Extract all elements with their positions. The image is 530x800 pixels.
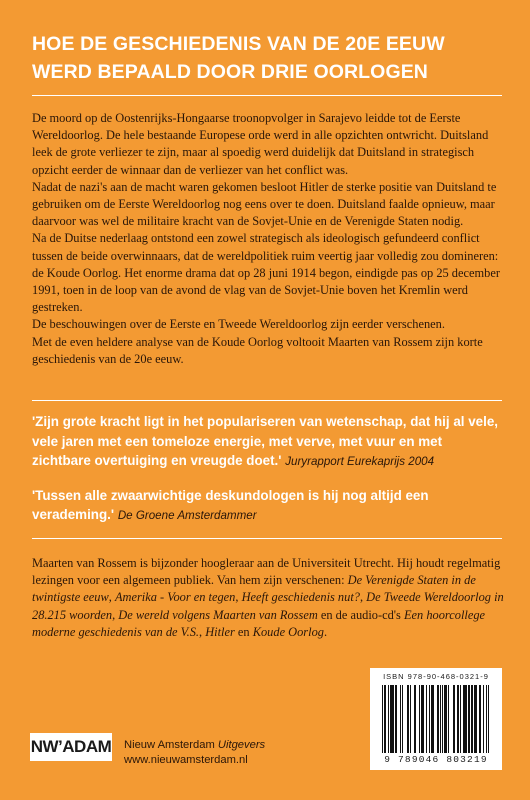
author-bio [32,555,504,641]
author-bio-text: Maarten van Rossem is bijzonder hoogleraar aan de Universiteit Utrecht. Hij houdt regelmatig lezingen voor een algemeen publiek. Van hem zijn verschenen: De Verenigde Staten in de twintigste eeuw, Amerika - Voor en tegen, Heeft geschiedenis nut?, De Tweede Wereldoorlog in 28.215 woorden, De wereld volgens Maarten van Rossem en de audio-cd's Een hoorcollege moderne geschiedenis van de V.S., Hitler en Koude Oorlog. [32,556,504,639]
book-title: De Tweede Wereldoorlog in 28.215 woorden [32,590,504,622]
publisher-info [124,738,265,768]
audio-title: Koude Oorlog [252,624,324,639]
divider-bottom [32,538,502,539]
blurb-paragraph-5: Met de even heldere analyse van de Koude Oorlog voltooit Maarten van Rossem zijn korte geschiedenis van de 20e eeuw. [32,334,483,366]
publisher-logo: NW’ADAM [30,733,112,761]
review-quote-1 [32,412,504,472]
cover-title [32,30,502,86]
blurb-paragraph-4: De beschouwingen over de Eerste en Tweede Wereldoorlog zijn eerder verschenen. [32,317,445,332]
blurb-paragraph-2: Nadat de nazi's aan de macht waren gekomen besloot Hitler de sterke positie van Duitsland te gebruiken om de Eerste Wereldoorlog nog eens over te doen. Duitsland faalde opnieuw, maar daarvoor was wel de militaire kracht van de Sovjet-Unie en de Verenigde Staten nodig. [32,179,497,229]
book-title: De wereld volgens Maarten van Rossem [118,607,318,622]
title-line-1: HOE DE GESCHIEDENIS VAN DE 20E EEUW [32,33,445,55]
quote-source-2: De Groene Amsterdammer [117,509,257,522]
book-title: Amerika - Voor en tegen [114,590,236,605]
quote-text-1: 'Zijn grote kracht ligt in het populariseren van wetenschap, dat hij al vele, vele jaren met een tomeloze energie, met verve, met vuur en met zichtbare overtuiging en vreugde doet.' [32,414,499,468]
quote-source-1: Juryrapport Eurekaprijs 2004 [285,455,435,468]
isbn-label: ISBN 978-90-468-0321-9 [383,672,489,681]
blurb [32,110,504,368]
audio-title: Hitler [205,624,235,639]
review-quote-2 [32,486,504,526]
barcode-number: 9 789046 803219 [384,754,488,765]
blurb-paragraph-1: De moord op de Oostenrijks-Hongaarse troonopvolger in Sarajevo leidde tot de Eerste Wereldoorlog. De hele bestaande Europese orde werd in alle opzichten ontwricht. Duitsland leek de grote verliezer te zijn, maar al spoedig werd duidelijk dat Duitsland in strategisch opzicht eerder de winnaar dan de verliezer van het conflict was. [32,111,489,177]
divider-middle [32,400,502,401]
isbn-barcode [370,668,502,770]
barcode-bars [382,685,490,753]
publisher-url: www.nieuwamsterdam.nl [124,754,248,766]
book-title: De Verenigde Staten in de twintigste eeuw [32,573,476,605]
title-line-2: WERD BEPAALD DOOR DRIE OORLOGEN [32,61,428,83]
blurb-paragraph-3: Na de Duitse nederlaag ontstond een zowel strategisch als ideologisch gefundeerd conflict tussen de beide overwinnaars, dat de wereldpolitiek ruim veertig jaar volledig zou domineren: de Koude Oorlog. Het enorme drama dat op 28 juni 1914 begon, eindigde pas op 25 december 1991, toen in de loop van de avond de vlag van de Sovjet-Unie boven het Kremlin werd gestreken. [32,231,500,315]
audio-title: Een hoorcollege moderne geschiedenis van de V.S. [32,607,486,639]
quote-text-2: 'Tussen alle zwaarwichtige deskundologen is hij nog altijd een verademing.' [32,487,429,522]
divider-top [32,95,502,96]
book-title: Heeft geschiedenis nut? [241,590,360,605]
publisher-name: Nieuw Amsterdam Uitgevers [124,739,266,751]
review-quotes [32,412,504,540]
